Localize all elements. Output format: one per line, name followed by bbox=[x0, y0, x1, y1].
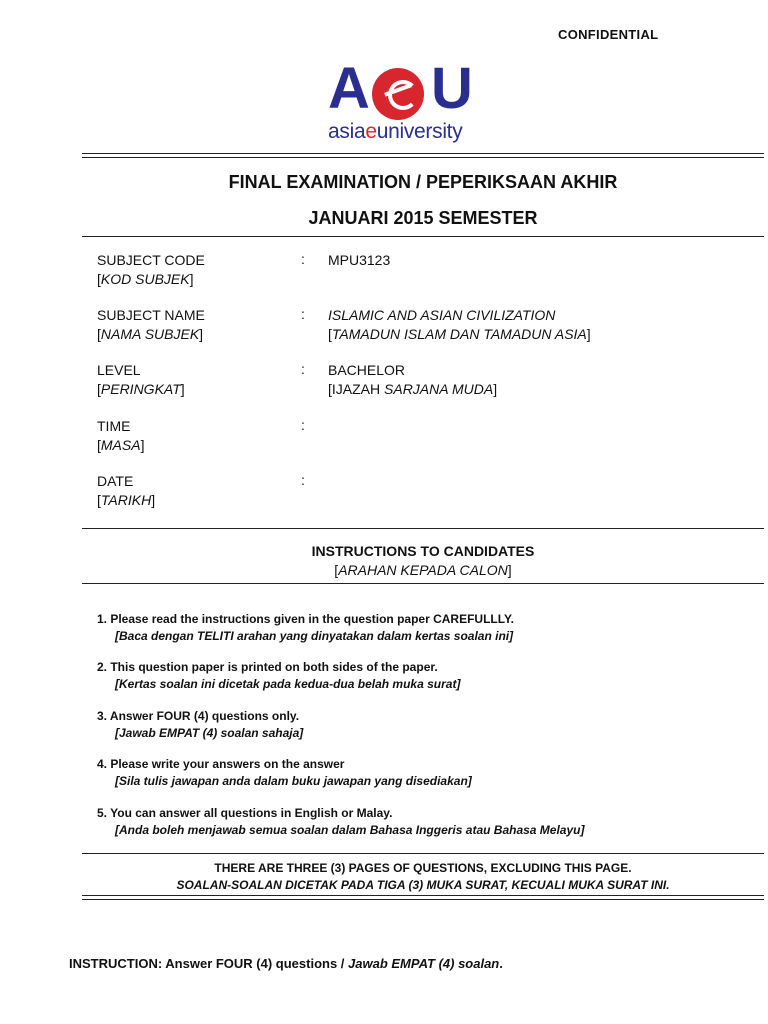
colon: : bbox=[301, 306, 305, 322]
colon: : bbox=[301, 417, 305, 433]
instruction-item: 4. Please write your answers on the answer [Sila tulis jawapan anda dalam buku jawapan yang disediakan] bbox=[97, 757, 472, 788]
colon: : bbox=[301, 251, 305, 267]
logo-wordmark: asiaeuniversity bbox=[328, 120, 463, 143]
instructions-heading: INSTRUCTIONS TO CANDIDATES [ARAHAN KEPADA CALON] bbox=[311, 543, 535, 578]
title-divider bbox=[82, 236, 764, 237]
notice-top-divider bbox=[82, 853, 764, 854]
notice-bottom-divider bbox=[82, 895, 764, 900]
colon: : bbox=[301, 472, 305, 488]
date-label: DATE [TARIKH] bbox=[97, 473, 156, 508]
colon: : bbox=[301, 361, 305, 377]
instruction-item: 1. Please read the instructions given in the question paper CAREFULLLY. [Baca dengan TELITI arahan yang dinyatakan dalam kertas soalan ini] bbox=[97, 612, 514, 643]
logo-letter-a: A bbox=[328, 56, 370, 121]
instruction-item: 3. Answer FOUR (4) questions only. [Jawab EMPAT (4) soalan sahaja] bbox=[97, 709, 304, 740]
confidential-label: CONFIDENTIAL bbox=[558, 27, 659, 42]
logo-e-emblem-icon bbox=[372, 68, 424, 120]
instruction-item: 5. You can answer all questions in English or Malay. [Anda boleh menjawab semua soalan dalam Bahasa Inggeris atau Bahasa Melayu] bbox=[97, 806, 585, 837]
subject-code-value: MPU3123 bbox=[328, 252, 391, 268]
pages-notice: THERE ARE THREE (3) PAGES OF QUESTIONS, EXCLUDING THIS PAGE. SOALAN-SOALAN DICETAK PADA TIGA (3) MUKA SURAT, KECUALI MUKA SURAT INI. bbox=[176, 861, 670, 892]
university-logo bbox=[328, 56, 488, 152]
level-label: LEVEL [PERINGKAT] bbox=[97, 362, 185, 397]
logo-letter-u: U bbox=[431, 56, 473, 121]
instruction-item: 2. This question paper is printed on both sides of the paper. [Kertas soalan ini dicetak pada kedua-dua belah muka surat] bbox=[97, 660, 461, 691]
subject-code-label: SUBJECT CODE [KOD SUBJEK] bbox=[97, 252, 205, 287]
exam-title: FINAL EXAMINATION / PEPERIKSAAN AKHIR bbox=[228, 172, 618, 192]
subject-name-value: ISLAMIC AND ASIAN CIVILIZATION [TAMADUN ISLAM DAN TAMADUN ASIA] bbox=[328, 307, 591, 342]
fields-divider bbox=[82, 528, 764, 529]
exam-semester: JANUARI 2015 SEMESTER bbox=[308, 208, 538, 228]
level-value: BACHELOR [IJAZAH SARJANA MUDA] bbox=[328, 362, 498, 397]
instructions-divider bbox=[82, 583, 764, 584]
header-divider bbox=[82, 153, 764, 158]
time-label: TIME [MASA] bbox=[97, 418, 145, 453]
answer-instruction: INSTRUCTION: Answer FOUR (4) questions / Jawab EMPAT (4) soalan. bbox=[69, 956, 503, 971]
subject-name-label: SUBJECT NAME [NAMA SUBJEK] bbox=[97, 307, 205, 342]
